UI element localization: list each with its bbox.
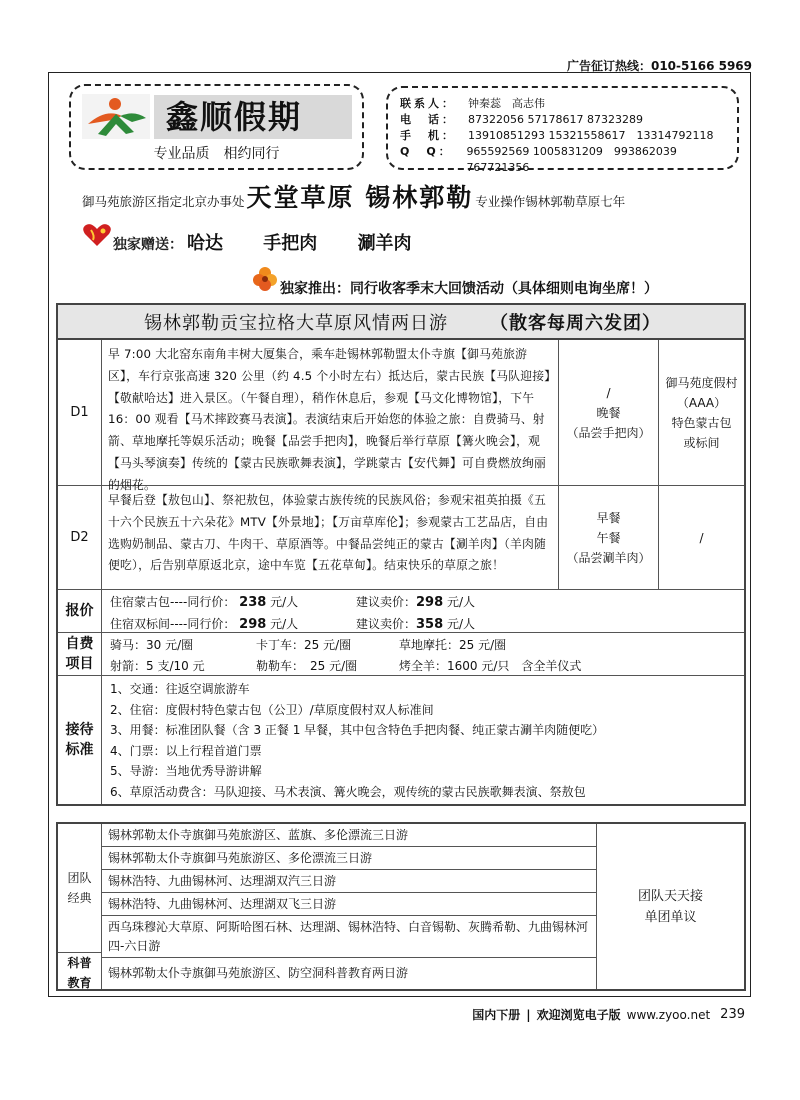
gift-item: 哈达 — [187, 233, 223, 254]
day-meals — [559, 340, 659, 485]
price-unit: 元/人 — [446, 595, 476, 609]
day-description: 早 7:00 大北窑东南角丰树大厦集合，乘车赴锡林郭勒盟太仆寺旗【御马苑旅游区】，车行京张高速 320 公里（约 4.5 个小时左右）抵达后，蒙古民族【马队迎接】【敬献哈达】进入景区。（午餐自理），稍作休息后，参观【马文化博物馆】，下午 16：00 观看【马术摔跤赛马表演】。表演结束后开始您的体验之旅：自费骑马、射箭、草地摩托等娱乐活动；晚餐【品尝手把肉】，晚餐后举行草原【篝火晚会】，观【马头琴演奏】传统的【蒙古民族歌舞表演】，学跳蒙古【安代舞】可自费燃放绚丽的烟花。 — [102, 340, 559, 485]
contact-value: 13910851293 15321558617 13314792118 — [468, 129, 714, 142]
fee-item: 卡丁车：25 元/圈 — [256, 638, 352, 652]
price-suggest — [356, 614, 475, 636]
service-item: 1、交通：往返空调旅游车 — [110, 682, 250, 696]
footer-slogan: 欢迎浏览电子版 — [536, 1008, 621, 1022]
meal-line: / — [606, 385, 611, 400]
meal-line: 早餐 — [596, 510, 621, 525]
group-item: 西乌珠穆沁大草原、阿斯哈图石林、达理湖、锡林浩特、白音锡勒、灰腾希勒、九曲锡林河四-六日游 — [102, 916, 596, 958]
contact-row-person — [400, 96, 737, 112]
meal-line: 午餐 — [596, 530, 621, 545]
contact-row-mobile — [400, 128, 737, 144]
contact-label: 电 话： — [400, 113, 456, 126]
brand-logo-icon — [82, 94, 150, 139]
contact-row-phone — [400, 112, 737, 128]
day-row-d1 — [58, 340, 744, 492]
room-type: 住宿蒙古包----同行价： — [110, 595, 236, 609]
day-label: D1 — [58, 340, 102, 485]
flower-icon — [251, 265, 279, 293]
service-label: 接待标准 — [58, 676, 102, 804]
stay-line: 御马苑度假村 — [665, 375, 738, 390]
group-item: 锡林郭勒太仆寺旗御马苑旅游区、多伦漂流三日游 — [102, 847, 596, 870]
contact-label: Q Q： — [400, 145, 453, 158]
stay-line: / — [699, 530, 704, 545]
tour-title-bar — [56, 303, 746, 340]
suggest-label: 建议卖价： — [356, 616, 417, 631]
gift-line — [113, 229, 432, 255]
footer-separator: | — [526, 1007, 531, 1022]
day-label: D2 — [58, 486, 102, 589]
group-item: 锡林浩特、九曲锡林河、达理湖双飞三日游 — [102, 893, 596, 916]
peer-price: 298 — [239, 616, 267, 632]
contact-row-qq — [400, 144, 737, 176]
tagline-left: 御马苑旅游区指定北京办事处 — [82, 194, 245, 209]
promo-line: 独家推出：同行收客季末大回馈活动（具体细则电询坐席！） — [280, 281, 658, 297]
page-number: 239 — [720, 1007, 745, 1022]
tagline — [82, 178, 625, 214]
price-peer — [110, 592, 356, 614]
contact-value: 87322056 57178617 87323289 — [468, 113, 643, 126]
fee-item: 草地摩托：25 元/圈 — [399, 638, 507, 652]
contact-value: 965592569 1005831209 993862039 767721356 — [466, 145, 677, 174]
price-suggest — [356, 592, 475, 614]
service-item: 5、导游：当地优秀导游讲解 — [110, 764, 262, 778]
price-row — [58, 589, 744, 632]
classic-label: 团队经典 — [58, 824, 101, 953]
science-label: 科普教育 — [67, 956, 92, 990]
group-labels — [58, 824, 102, 989]
tagline-headline: 天堂草原 锡林郭勒 — [246, 183, 474, 212]
meal-line: （品尝手把肉） — [566, 425, 651, 440]
service-row — [58, 675, 744, 804]
peer-price: 238 — [239, 595, 267, 610]
fee-item: 烤全羊：1600 元/只 含全羊仪式 — [399, 658, 582, 673]
fee-line — [110, 635, 736, 656]
price-peer — [110, 614, 356, 636]
group-list — [102, 824, 597, 989]
day-meals — [559, 486, 659, 589]
group-note-line: 单团单议 — [644, 909, 697, 925]
service-content — [102, 676, 744, 804]
gift-item: 手把肉 — [263, 233, 318, 254]
price-line — [110, 592, 736, 614]
price-label: 报价 — [58, 590, 102, 632]
contact-value: 钟秦蕊 高志伟 — [468, 97, 545, 110]
extras-content — [102, 633, 744, 675]
price-content — [102, 590, 744, 632]
stay-line: （AAA） — [676, 395, 727, 410]
itinerary-table — [56, 340, 746, 806]
price-unit: 元/人 — [270, 595, 299, 609]
day-row-d2 — [58, 485, 744, 589]
suggest-price: 298 — [416, 595, 444, 610]
room-type: 住宿双标间----同行价： — [110, 616, 236, 631]
stay-line: 特色蒙古包 — [671, 415, 732, 430]
brand-name: 鑫顺假期 — [154, 95, 352, 139]
meal-line: （品尝涮羊肉） — [566, 550, 651, 565]
service-item: 6、草原活动费含：马队迎接、马术表演、篝火晚会，观传统的蒙古民族歌舞表演、祭敖包 — [110, 784, 586, 799]
tour-title: 锡林郭勒贡宝拉格大草原风情两日游 — [144, 312, 448, 334]
group-note-line: 团队天天接 — [637, 888, 703, 904]
day-description: 早餐后登【敖包山】、祭祀敖包，体验蒙古族传统的民族风俗；参观宋祖英拍摄《五十六个民族五十六朵花》MTV【外景地】；【万亩草库伦】；参观蒙古工艺品店，自由选购奶制品、蒙古刀、牛肉干、草原酒等。中餐品尝纯正的蒙古【涮羊肉】（羊肉随便吃），后告别草原返北京，途中车览【五花草甸】。结束快乐的草原之旅！ — [102, 486, 559, 589]
suggest-price: 358 — [416, 616, 444, 632]
group-item: 锡林浩特、九曲锡林河、达理湖双汽三日游 — [102, 870, 596, 893]
service-item: 2、住宿：度假村特色蒙古包（公卫）/草原度假村双人标准间 — [110, 702, 434, 717]
tour-schedule: （散客每周六发团） — [490, 312, 661, 334]
price-unit: 元/人 — [446, 616, 476, 631]
meal-line: 晚餐 — [596, 405, 621, 420]
fee-item: 骑马：30 元/圈 — [110, 638, 194, 652]
extras-label: 自费项目 — [58, 633, 102, 675]
fee-line — [110, 656, 736, 677]
science-item: 锡林郭勒太仆寺旗御马苑旅游区、防空洞科普教育两日游 — [108, 966, 409, 980]
footer-url[interactable]: www.zyoo.net — [626, 1007, 711, 1022]
fee-item: 射箭：5 支/10 元 — [110, 658, 205, 673]
gift-label: 独家赠送： — [113, 237, 183, 253]
heart-icon — [81, 222, 113, 248]
stay-line: 或标间 — [683, 435, 720, 450]
group-tours-table — [56, 822, 746, 991]
extras-row — [58, 632, 744, 675]
fee-item: 勒勒车： 25 元/圈 — [256, 658, 358, 673]
service-item: 4、门票：以上行程首道门票 — [110, 743, 262, 758]
group-note — [597, 824, 744, 989]
day-accommodation — [659, 486, 744, 589]
contact-label: 手 机： — [400, 129, 456, 142]
gift-items — [187, 229, 432, 255]
page-footer — [472, 1006, 745, 1023]
price-line — [110, 614, 736, 636]
suggest-label: 建议卖价： — [356, 595, 417, 609]
group-item: 锡林郭勒太仆寺旗御马苑旅游区、蓝旗、多伦漂流三日游 — [102, 824, 596, 847]
day-accommodation — [659, 340, 744, 485]
service-item: 3、用餐：标准团队餐（含 3 正餐 1 早餐，其中包含特色手把肉餐、纯正蒙古涮羊肉随便吃） — [110, 723, 605, 737]
ad-hotline: 广告征订热线：010-5166 5969 — [566, 59, 752, 73]
contact-label: 联系人： — [400, 97, 456, 110]
gift-item: 涮羊肉 — [357, 233, 412, 254]
contact-box — [386, 86, 739, 174]
price-unit: 元/人 — [270, 616, 299, 631]
brand-slogan: 专业品质 相约同行 — [153, 146, 280, 162]
tagline-right: 专业操作锡林郭勒草原七年 — [475, 194, 626, 209]
footer-section: 国内下册 — [472, 1008, 521, 1022]
